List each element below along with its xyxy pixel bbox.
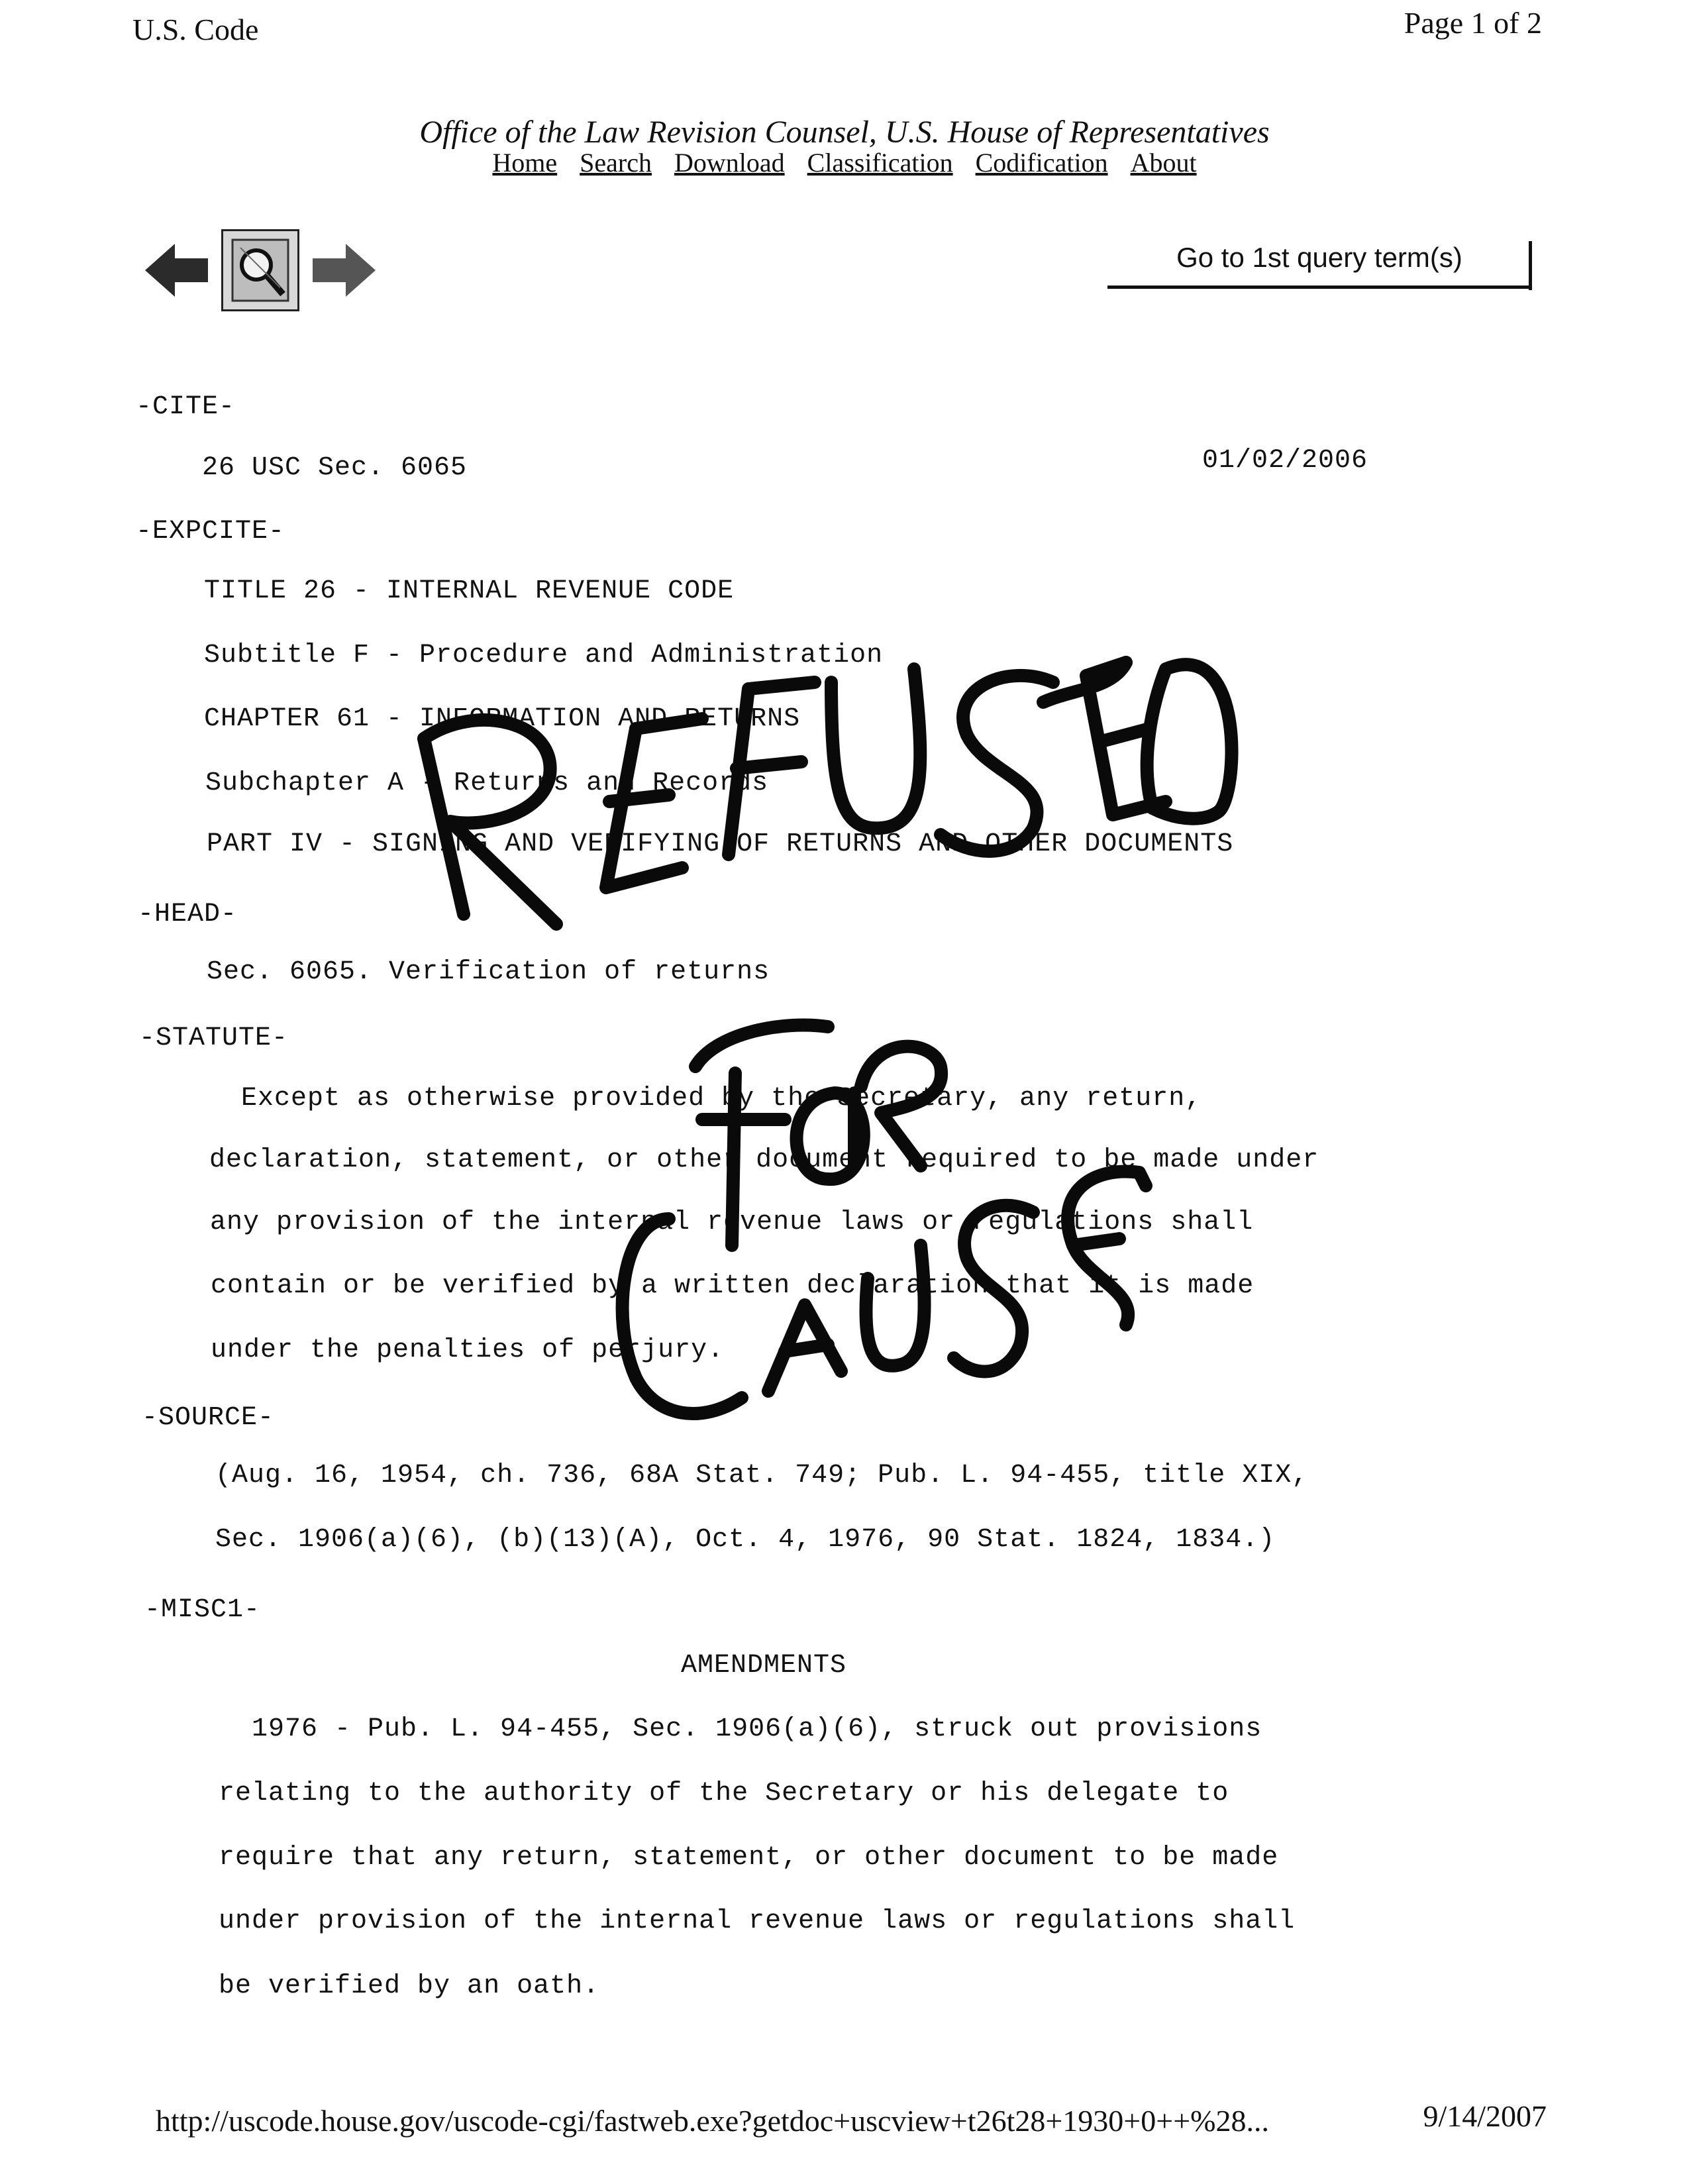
next-document-button[interactable]: [303, 229, 382, 311]
search-button[interactable]: [221, 229, 299, 311]
search-magnifier-icon: [227, 234, 293, 306]
nav-link-about[interactable]: About: [1130, 148, 1197, 178]
misc-label: -MISC1-: [144, 1595, 261, 1625]
amendment-line: require that any return, statement, or other document to be made: [219, 1843, 1279, 1873]
amendment-line: 1976 - Pub. L. 94-455, Sec. 1906(a)(6), struck out provisions: [252, 1714, 1262, 1744]
expcite-line: CHAPTER 61 - INFORMATION AND RETURNS: [204, 704, 801, 734]
source-line: (Aug. 16, 1954, ch. 736, 68A Stat. 749; Pub. L. 94-455, title XIX,: [215, 1461, 1309, 1490]
amendments-heading: AMENDMENTS: [681, 1651, 847, 1681]
cite-label: -CITE-: [136, 392, 236, 422]
goto-divider: [1529, 241, 1532, 290]
statute-line: any provision of the internal revenue laws or regulations shall: [210, 1208, 1254, 1237]
document-toolbar: [139, 229, 382, 311]
source-line: Sec. 1906(a)(6), (b)(13)(A), Oct. 4, 1976, 90 Stat. 1824, 1834.): [215, 1525, 1276, 1555]
expcite-line: TITLE 26 - INTERNAL REVENUE CODE: [204, 576, 735, 606]
cite-text: 26 USC Sec. 6065: [202, 453, 468, 483]
print-header-title: U.S. Code: [132, 13, 259, 46]
nav-link-search[interactable]: Search: [580, 148, 652, 178]
goto-underline: [1107, 286, 1531, 289]
statute-label: -STATUTE-: [139, 1023, 289, 1053]
section-heading: Sec. 6065. Verification of returns: [207, 957, 770, 987]
expcite-line: Subtitle F - Procedure and Administration: [204, 641, 884, 670]
source-label: -SOURCE-: [142, 1403, 275, 1433]
nav-link-home[interactable]: Home: [492, 148, 558, 178]
site-title: Office of the Law Revision Counsel, U.S. House of Representatives: [419, 115, 1270, 150]
nav-link-codification[interactable]: Codification: [975, 148, 1108, 178]
right-arrow-icon: [309, 240, 376, 300]
nav-link-download[interactable]: Download: [674, 148, 785, 178]
cite-date: 01/02/2006: [1202, 446, 1368, 476]
amendment-line: relating to the authority of the Secretary or his delegate to: [219, 1779, 1229, 1808]
goto-query-term-button[interactable]: Go to 1st query term(s): [1176, 242, 1462, 273]
print-footer-url: http://uscode.house.gov/uscode-cgi/fastweb.exe?getdoc+uscview+t26t28+1930+0++%28...: [156, 2104, 1269, 2138]
expcite-label: -EXPCITE-: [136, 517, 285, 546]
head-label: -HEAD-: [138, 900, 238, 929]
site-nav: [0, 147, 1689, 178]
nav-link-classification[interactable]: Classification: [807, 148, 953, 178]
expcite-line: PART IV - SIGNING AND VERIFYING OF RETURNS AND OTHER DOCUMENTS: [207, 829, 1234, 859]
amendment-line: under provision of the internal revenue laws or regulations shall: [219, 1906, 1296, 1936]
left-arrow-icon: [145, 240, 211, 300]
expcite-line: Subchapter A - Returns and Records: [205, 768, 769, 798]
amendment-line: be verified by an oath.: [219, 1971, 600, 2001]
print-footer-date: 9/14/2007: [1423, 2099, 1547, 2133]
print-page-number: Page 1 of 2: [1404, 6, 1542, 40]
statute-line: Except as otherwise provided by the Secretary, any return,: [241, 1084, 1202, 1114]
previous-document-button[interactable]: [139, 229, 217, 311]
statute-line: under the penalties of perjury.: [211, 1335, 725, 1365]
statute-line: declaration, statement, or other document required to be made under: [209, 1145, 1319, 1175]
statute-line: contain or be verified by a written declaration that it is made: [211, 1271, 1254, 1301]
